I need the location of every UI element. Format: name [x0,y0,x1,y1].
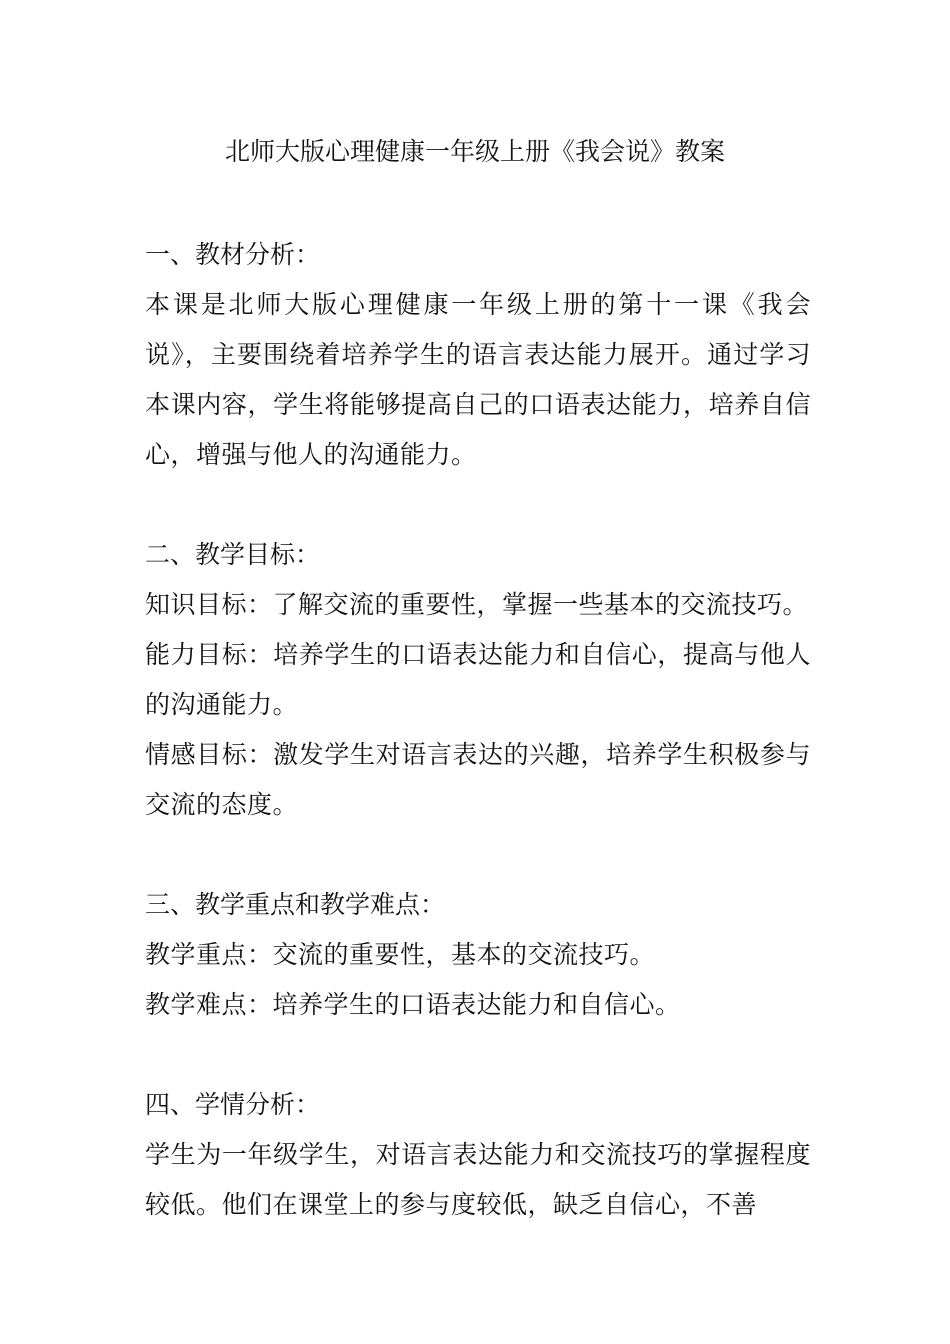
paragraph: 学生为一年级学生，对语言表达能力和交流技巧的掌握程度较低。他们在课堂上的参与度较低，缺乏自信心，不善 [145,1140,811,1219]
paragraph: 知识目标：了解交流的重要性，掌握一些基本的交流技巧。 [145,590,809,619]
section-heading: 三、教学重点和教学难点： [145,890,446,919]
paragraph: 本课是北师大版心理健康一年级上册的第十一课《我会说》，主要围绕着培养学生的语言表达能力展开。通过学习本课内容，学生将能够提高自己的口语表达能力，培养自信心，增强与他人的沟通能力。 [145,290,811,469]
section-teaching-goals [145,530,811,830]
section-textbook-analysis [145,230,811,480]
section-heading: 一、教材分析： [145,240,321,269]
section-learner-analysis [145,1080,811,1230]
page-title: 北师大版心理健康一年级上册《我会说》教案 [224,137,725,166]
paragraph: 教学难点：培养学生的口语表达能力和自信心。 [145,990,681,1019]
section-heading: 四、学情分析： [145,1090,321,1119]
paragraph: 教学重点：交流的重要性，基本的交流技巧。 [145,940,656,969]
document-body [145,230,811,1230]
paragraph: 情感目标：激发学生对语言表达的兴趣，培养学生积极参与交流的态度。 [145,740,811,819]
section-key-points [145,880,811,1030]
paragraph: 能力目标：培养学生的口语表达能力和自信心，提高与他人的沟通能力。 [145,640,811,719]
section-heading: 二、教学目标： [145,540,321,569]
